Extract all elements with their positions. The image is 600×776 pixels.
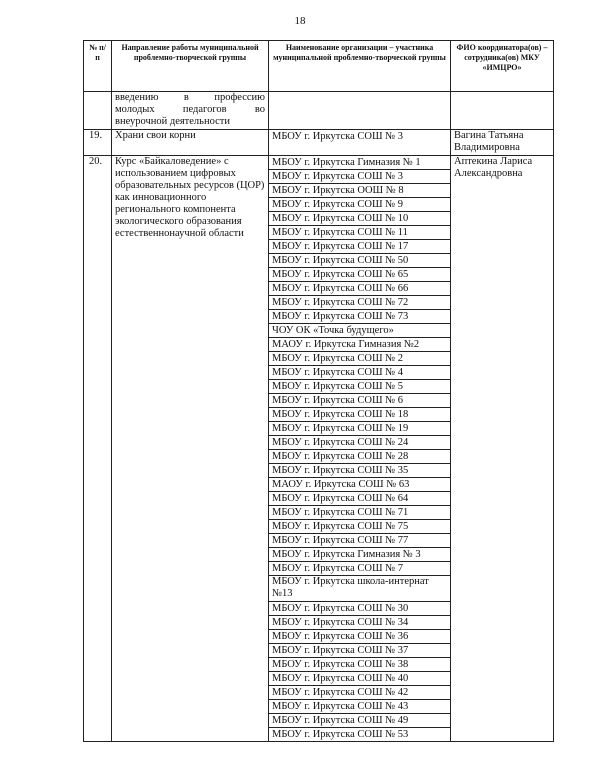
organization-item: МБОУ г. Иркутска СОШ № 24	[269, 436, 450, 450]
organization-item: МБОУ г. Иркутска СОШ № 11	[269, 226, 450, 240]
organization-item: МБОУ г. Иркутска СОШ № 50	[269, 254, 450, 268]
organization-item: МБОУ г. Иркутска СОШ № 6	[269, 394, 450, 408]
row-coordinator: Аптекина Лариса Александровна	[451, 156, 554, 742]
organization-item: МБОУ г. Иркутска СОШ № 75	[269, 520, 450, 534]
organization-item: МБОУ г. Иркутска СОШ № 30	[269, 602, 450, 616]
page-number: 18	[294, 15, 306, 27]
row-direction: Курс «Байкаловедение» с использованием цифровых образовательных ресурсов (ЦОР) как инновационного регионального компонента экологического образования естественнонаучной области	[112, 156, 269, 742]
organization-item: МБОУ г. Иркутска Гимназия № 1	[269, 156, 450, 170]
organization-item: МБОУ г. Иркутска СОШ № 43	[269, 700, 450, 714]
organization-item: МБОУ г. Иркутска СОШ № 35	[269, 464, 450, 478]
organization-item: МБОУ г. Иркутска Гимназия № 3	[269, 548, 450, 562]
continuation-organization	[269, 92, 451, 130]
organization-item: МАОУ г. Иркутска СОШ № 63	[269, 478, 450, 492]
organization-item: МБОУ г. Иркутска СОШ № 49	[269, 714, 450, 728]
organization-item: МБОУ г. Иркутска СОШ № 34	[269, 616, 450, 630]
organization-list	[269, 156, 450, 741]
organization-item: МБОУ г. Иркутска СОШ № 10	[269, 212, 450, 226]
organization-list	[269, 130, 450, 143]
organization-item: МБОУ г. Иркутска СОШ № 64	[269, 492, 450, 506]
organization-item: МБОУ г. Иркутска СОШ № 65	[269, 268, 450, 282]
organization-item: МБОУ г. Иркутска СОШ № 17	[269, 240, 450, 254]
table-row	[84, 156, 554, 742]
row-num: 20.	[84, 156, 112, 742]
organization-item: МБОУ г. Иркутска СОШ № 18	[269, 408, 450, 422]
row-organizations	[269, 156, 451, 742]
continuation-row	[84, 92, 554, 130]
organization-item: МБОУ г. Иркутска СОШ № 9	[269, 198, 450, 212]
continuation-line: введению в профессию	[115, 92, 265, 103]
organization-item: МБОУ г. Иркутска СОШ № 42	[269, 686, 450, 700]
organization-item: МБОУ г. Иркутска СОШ № 19	[269, 422, 450, 436]
organization-item: МБОУ г. Иркутска СОШ № 53	[272, 729, 409, 740]
organization-item: МБОУ г. Иркутска ООШ № 8	[269, 184, 450, 198]
organization-item: МБОУ г. Иркутска СОШ № 3	[272, 131, 404, 142]
continuation-direction	[112, 92, 269, 130]
organization-item: МБОУ г. Иркутска СОШ № 5	[269, 380, 450, 394]
row-coordinator: Вагина Татьяна Владимировна	[451, 130, 554, 156]
continuation-line: внеурочной деятельности	[115, 116, 230, 127]
organization-item: МБОУ г. Иркутска СОШ № 3	[269, 170, 450, 184]
organization-item: МБОУ г. Иркутска СОШ № 2	[269, 352, 450, 366]
continuation-coordinator	[451, 92, 554, 130]
row-organizations	[269, 130, 451, 156]
organization-item: МБОУ г. Иркутска СОШ № 72	[269, 296, 450, 310]
row-direction: Храни свои корни	[112, 130, 269, 156]
table-header-row	[84, 41, 554, 92]
organization-item: МАОУ г. Иркутска Гимназия №2	[269, 338, 450, 352]
organization-item: МБОУ г. Иркутска СОШ № 4	[269, 366, 450, 380]
organization-item: МБОУ г. Иркутска СОШ № 7	[269, 562, 450, 576]
working-groups-table	[83, 40, 554, 742]
continuation-num	[84, 92, 112, 130]
continuation-line: молодых педагогов во	[115, 104, 265, 115]
organization-item: МБОУ г. Иркутска СОШ № 66	[269, 282, 450, 296]
row-num: 19.	[84, 130, 112, 156]
header-organization: Наименование организации – участника муниципальной проблемно-творческой группы	[269, 41, 451, 92]
organization-item: МБОУ г. Иркутска СОШ № 71	[269, 506, 450, 520]
organization-item: МБОУ г. Иркутска СОШ № 77	[269, 534, 450, 548]
organization-item: МБОУ г. Иркутска СОШ № 28	[269, 450, 450, 464]
organization-item: МБОУ г. Иркутска школа-интернат №13	[269, 576, 450, 602]
organization-item: МБОУ г. Иркутска СОШ № 40	[269, 672, 450, 686]
organization-item: МБОУ г. Иркутска СОШ № 36	[269, 630, 450, 644]
header-num: № п/п	[84, 41, 112, 92]
organization-item: МБОУ г. Иркутска СОШ № 37	[269, 644, 450, 658]
header-coordinator: ФИО координатора(ов) – сотрудника(ов) МКУ «ИМЦРО»	[451, 41, 554, 92]
organization-item: ЧОУ ОК «Точка будущего»	[269, 324, 450, 338]
table-row	[84, 130, 554, 156]
header-direction: Направление работы муниципальной проблемно-творческой группы	[112, 41, 269, 92]
organization-item: МБОУ г. Иркутска СОШ № 73	[269, 310, 450, 324]
organization-item: МБОУ г. Иркутска СОШ № 38	[269, 658, 450, 672]
